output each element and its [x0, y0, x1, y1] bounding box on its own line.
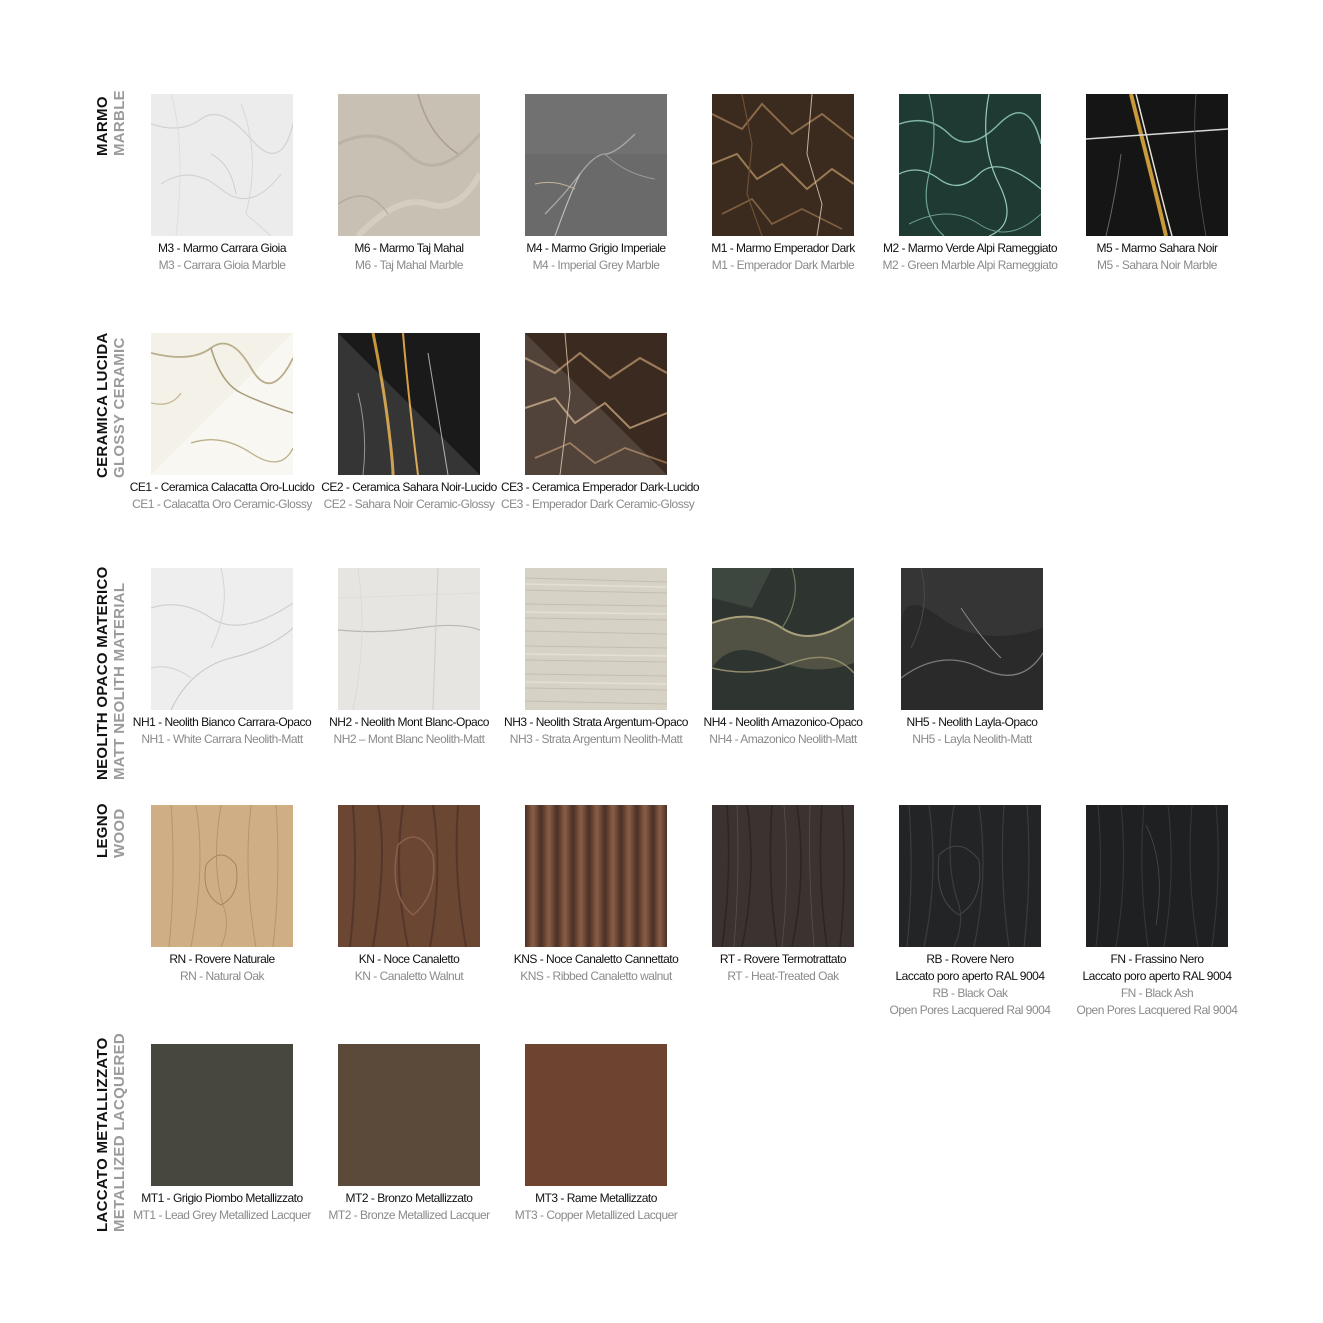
caption-en: M6 - Taj Mahal Marble — [355, 258, 463, 272]
section-title-it: LACCATO METALLIZZATO — [94, 1037, 111, 1232]
swatch-rn[interactable] — [151, 805, 293, 947]
caption-en: CE1 - Calacatta Oro Ceramic-Glossy — [132, 497, 312, 511]
caption-en: MT1 - Lead Grey Metallized Lacquer — [133, 1208, 311, 1222]
caption-it: NH1 - Neolith Bianco Carrara-Opaco — [132, 715, 312, 729]
caption-rb — [875, 951, 1065, 1019]
caption-en: MT3 - Copper Metallized Lacquer — [514, 1208, 678, 1222]
section-title-it: NEOLITH OPACO MATERICO — [94, 566, 111, 780]
caption-it: CE3 - Ceramica Emperador Dark-Lucido — [501, 480, 700, 494]
section-title-en: WOOD — [111, 808, 128, 858]
caption-en: NH4 - Amazonico Neolith-Matt — [709, 732, 857, 746]
caption-it: M2 - Marmo Verde Alpi Rameggiato — [882, 241, 1058, 255]
swatch-rt[interactable] — [712, 805, 854, 947]
caption-it: MT2 - Bronzo Metallizzato — [345, 1191, 473, 1205]
swatch-fn[interactable] — [1086, 805, 1228, 947]
caption-nh3 — [501, 714, 691, 747]
caption-it: KNS - Noce Canaletto Cannettato — [513, 952, 679, 966]
caption-en: NH5 - Layla Neolith-Matt — [912, 732, 1032, 746]
swatch-nh3[interactable] — [525, 568, 667, 710]
swatch-m6[interactable] — [338, 94, 480, 236]
swatch-mt2[interactable] — [338, 1044, 480, 1186]
caption-ce2 — [314, 479, 504, 512]
swatch-nh2[interactable] — [338, 568, 480, 710]
caption-en: CE2 - Sahara Noir Ceramic-Glossy — [323, 497, 495, 511]
caption-m6 — [314, 240, 504, 274]
caption-en: M1 - Emperador Dark Marble — [711, 258, 855, 272]
caption-m1 — [688, 240, 878, 274]
swatch-m3[interactable] — [151, 94, 293, 236]
caption-rn — [127, 951, 317, 985]
section-title-it: CERAMICA LUCIDA — [94, 332, 111, 478]
swatch-ce2[interactable] — [338, 333, 480, 475]
caption-nh1 — [127, 714, 317, 747]
caption-it: NH5 - Neolith Layla-Opaco — [906, 715, 1038, 729]
caption-it: M3 - Marmo Carrara Gioia — [157, 241, 287, 255]
caption-m2 — [875, 240, 1065, 274]
caption-ce3 — [501, 479, 700, 512]
caption-en: KN - Canaletto Walnut — [354, 969, 464, 983]
section-title-en: MARBLE — [111, 90, 128, 156]
swatch-nh4[interactable] — [712, 568, 854, 710]
caption-rt — [688, 951, 878, 985]
swatch-m5[interactable] — [1086, 94, 1228, 236]
caption-it: M5 - Marmo Sahara Noir — [1096, 241, 1218, 255]
caption-en: KNS - Ribbed Canaletto walnut — [520, 969, 672, 983]
swatch-rb[interactable] — [899, 805, 1041, 947]
caption-it: M6 - Marmo Taj Mahal — [354, 241, 464, 255]
caption-en: MT2 - Bronze Metallized Lacquer — [328, 1208, 490, 1222]
caption-it: MT1 - Grigio Piombo Metallizzato — [141, 1191, 303, 1205]
caption-mt1 — [127, 1190, 317, 1224]
caption-it: RN - Rovere Naturale — [169, 952, 275, 966]
caption-m3 — [127, 240, 317, 274]
caption-ce1 — [127, 479, 317, 512]
section-title-it: LEGNO — [94, 803, 111, 858]
caption-it: CE2 - Ceramica Sahara Noir-Lucido — [321, 480, 497, 494]
caption-en: FN - Black Ash — [1120, 986, 1194, 1000]
swatch-kns[interactable] — [525, 805, 667, 947]
swatch-nh1[interactable] — [151, 568, 293, 710]
caption-it-line2: Laccato poro aperto RAL 9004 — [895, 969, 1045, 983]
caption-it: NH3 - Neolith Strata Argentum-Opaco — [504, 715, 688, 729]
caption-it: RT - Rovere Termotrattato — [719, 952, 847, 966]
caption-it-line2: Laccato poro aperto RAL 9004 — [1082, 969, 1232, 983]
caption-en: RN - Natural Oak — [179, 969, 265, 983]
caption-it: KN - Noce Canaletto — [358, 952, 460, 966]
swatch-ce1[interactable] — [151, 333, 293, 475]
swatch-m1[interactable] — [712, 94, 854, 236]
caption-mt2 — [314, 1190, 504, 1224]
swatch-kn[interactable] — [338, 805, 480, 947]
caption-en: M2 - Green Marble Alpi Rameggiato — [882, 258, 1058, 272]
caption-it: NH2 - Neolith Mont Blanc-Opaco — [329, 715, 489, 729]
caption-en: M4 - Imperial Grey Marble — [532, 258, 660, 272]
caption-en-line2: Open Pores Lacquered Ral 9004 — [889, 1003, 1051, 1017]
caption-kn — [314, 951, 504, 985]
caption-nh2 — [314, 714, 504, 747]
caption-it: RB - Rovere Nero — [926, 952, 1014, 966]
section-title-en: MATT NEOLITH MATERIAL — [111, 582, 128, 780]
swatch-nh5[interactable] — [901, 568, 1043, 710]
caption-it: M1 - Marmo Emperador Dark — [711, 241, 855, 255]
caption-m4 — [501, 240, 691, 274]
section-title-en: METALLIZED LACQUERED — [111, 1032, 128, 1232]
caption-it: NH4 - Neolith Amazonico-Opaco — [703, 715, 863, 729]
caption-nh5 — [877, 714, 1067, 747]
caption-mt3 — [501, 1190, 691, 1224]
swatch-m4[interactable] — [525, 94, 667, 236]
swatch-ce3[interactable] — [525, 333, 667, 475]
swatch-mt3[interactable] — [525, 1044, 667, 1186]
caption-en: NH3 - Strata Argentum Neolith-Matt — [509, 732, 683, 746]
caption-en: CE3 - Emperador Dark Ceramic-Glossy — [501, 497, 695, 511]
caption-it: MT3 - Rame Metallizzato — [535, 1191, 657, 1205]
swatch-m2[interactable] — [899, 94, 1041, 236]
caption-en: RT - Heat-Treated Oak — [727, 969, 839, 983]
caption-en: M3 - Carrara Gioia Marble — [158, 258, 286, 272]
caption-kns — [501, 951, 691, 985]
section-title-en: GLOSSY CERAMIC — [111, 337, 128, 478]
caption-en: NH1 - White Carrara Neolith-Matt — [141, 732, 303, 746]
caption-en: M5 - Sahara Noir Marble — [1097, 258, 1217, 272]
caption-fn — [1062, 951, 1252, 1019]
caption-it: M4 - Marmo Grigio Imperiale — [526, 241, 666, 255]
section-title-it: MARMO — [94, 96, 111, 156]
caption-nh4 — [688, 714, 878, 747]
caption-it: CE1 - Ceramica Calacatta Oro-Lucido — [129, 480, 315, 494]
caption-en: NH2 – Mont Blanc Neolith-Matt — [333, 732, 485, 746]
caption-m5 — [1062, 240, 1252, 274]
caption-it: FN - Frassino Nero — [1110, 952, 1204, 966]
swatch-mt1[interactable] — [151, 1044, 293, 1186]
caption-en: RB - Black Oak — [932, 986, 1008, 1000]
caption-en-line2: Open Pores Lacquered Ral 9004 — [1076, 1003, 1238, 1017]
